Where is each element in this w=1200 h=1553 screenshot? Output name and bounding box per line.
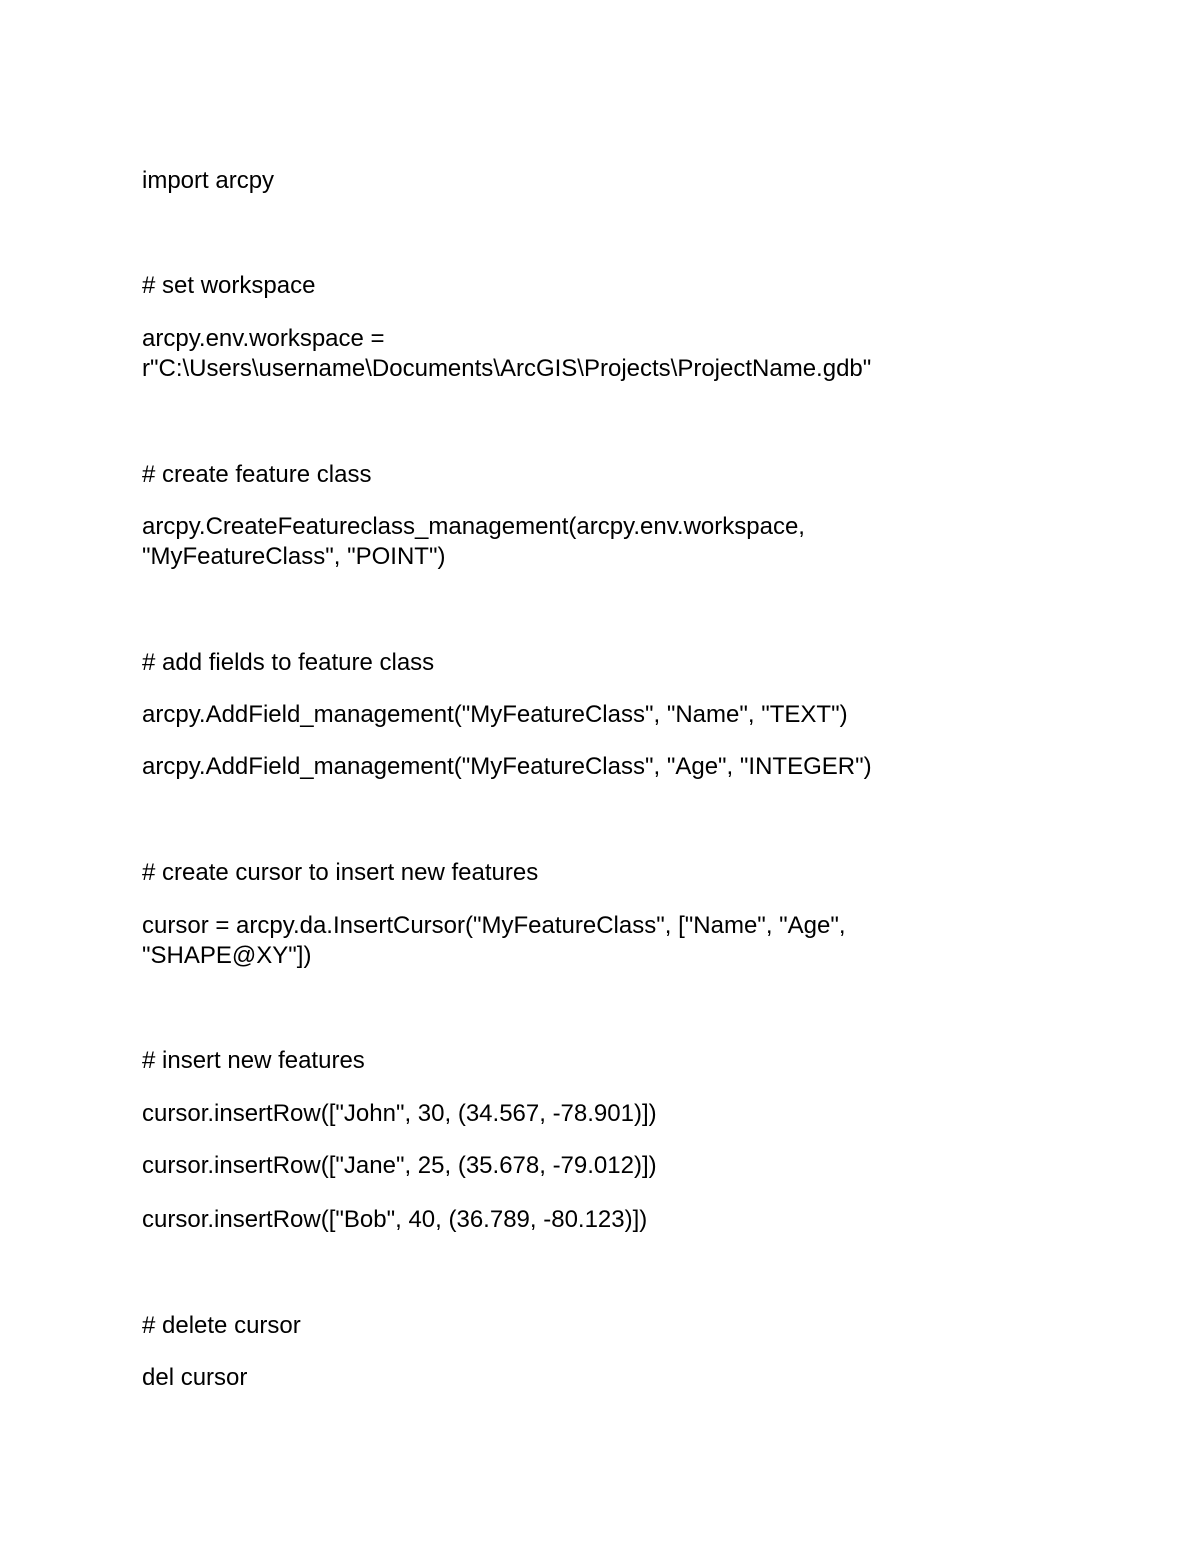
code-line-insert-row-bob: cursor.insertRow(["Bob", 40, (36.789, -80.123)])	[142, 1206, 648, 1233]
code-line-add-field-age: arcpy.AddField_management("MyFeatureClass", "Age", "INTEGER")	[142, 753, 872, 780]
comment-set-workspace: # set workspace	[142, 272, 316, 299]
code-line-insert-cursor: cursor = arcpy.da.InsertCursor("MyFeatureClass", ["Name", "Age",	[142, 912, 846, 939]
code-line-import: import arcpy	[142, 167, 275, 194]
comment-create-cursor: # create cursor to insert new features	[142, 859, 539, 886]
comment-add-fields: # add fields to feature class	[142, 649, 435, 676]
comment-create-feature-class: # create feature class	[142, 461, 372, 488]
code-line-insert-row-jane: cursor.insertRow(["Jane", 25, (35.678, -79.012)])	[142, 1152, 657, 1179]
code-line-workspace-assign: arcpy.env.workspace =	[142, 325, 385, 352]
code-line-add-field-name: arcpy.AddField_management("MyFeatureClass", "Name", "TEXT")	[142, 701, 848, 728]
comment-insert-features: # insert new features	[142, 1047, 365, 1074]
code-line-insert-cursor-shape: "SHAPE@XY"])	[142, 942, 312, 969]
code-line-workspace-path: r"C:\Users\username\Documents\ArcGIS\Projects\ProjectName.gdb"	[142, 355, 872, 382]
code-line-insert-row-john: cursor.insertRow(["John", 30, (34.567, -78.901)])	[142, 1100, 657, 1127]
comment-delete-cursor: # delete cursor	[142, 1312, 301, 1339]
code-line-create-featureclass-args: "MyFeatureClass", "POINT")	[142, 543, 446, 570]
code-line-create-featureclass: arcpy.CreateFeatureclass_management(arcpy.env.workspace,	[142, 513, 805, 540]
code-line-del-cursor: del cursor	[142, 1364, 248, 1391]
